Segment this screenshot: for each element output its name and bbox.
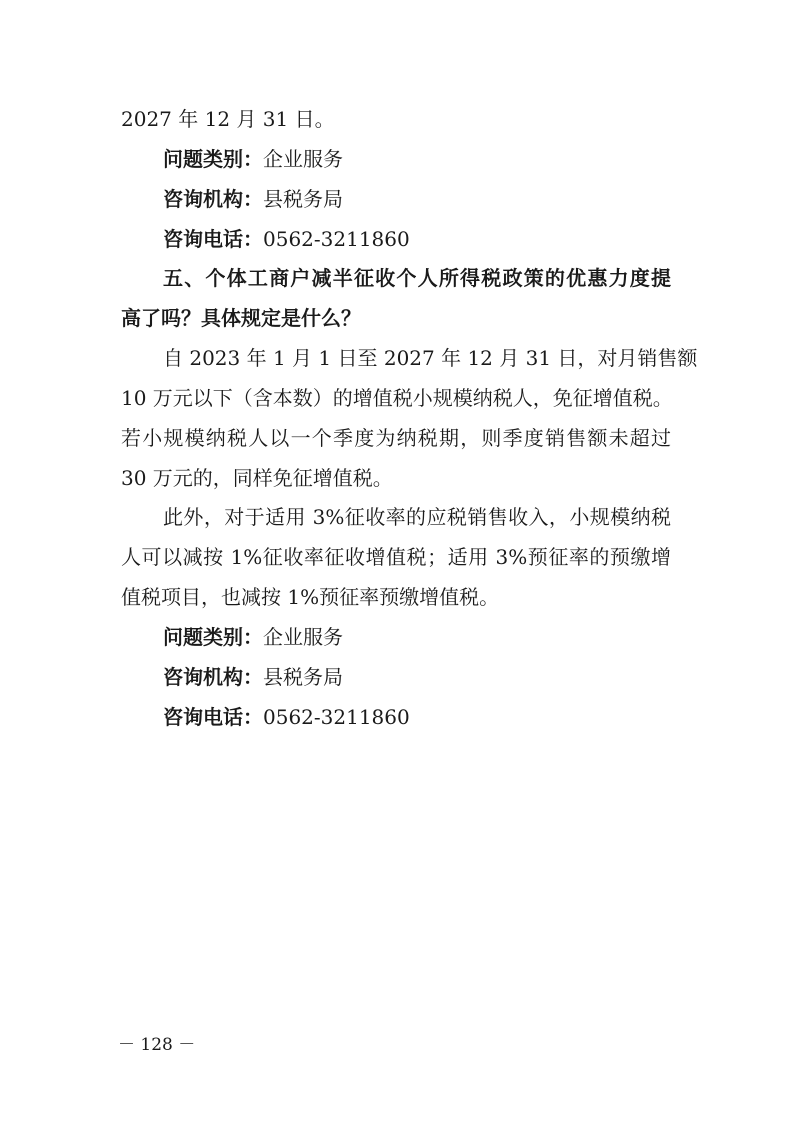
question-heading-line-2: 高了吗？具体规定是什么？	[121, 306, 361, 330]
phone-label: 咨询电话：	[163, 227, 263, 251]
phone-line	[163, 705, 410, 729]
category-line	[163, 147, 343, 171]
body-line: 自 2023 年 1 月 1 日至 2027 年 12 月 31 日，对月销售额	[163, 346, 698, 370]
text-line: 2027 年 12 月 31 日。	[121, 107, 335, 131]
category-label: 问题类别：	[163, 147, 263, 171]
category-line	[163, 625, 343, 649]
body-line: 30 万元的，同样免征增值税。	[121, 466, 393, 490]
phone-value: 0562-3211860	[263, 227, 410, 251]
page-number: － 128 －	[118, 1035, 196, 1055]
agency-value: 县税务局	[263, 665, 343, 689]
agency-value: 县税务局	[263, 187, 343, 211]
phone-value: 0562-3211860	[263, 705, 410, 729]
category-value: 企业服务	[263, 147, 343, 171]
phone-label: 咨询电话：	[163, 705, 263, 729]
body-line: 若小规模纳税人以一个季度为纳税期，则季度销售额未超过	[121, 426, 671, 450]
category-value: 企业服务	[263, 625, 343, 649]
category-label: 问题类别：	[163, 625, 263, 649]
question-heading-line-1: 五、个体工商户减半征收个人所得税政策的优惠力度提	[163, 266, 671, 290]
body-line: 10 万元以下（含本数）的增值税小规模纳税人，免征增值税。	[121, 386, 673, 410]
phone-line	[163, 227, 410, 251]
agency-line	[163, 665, 343, 689]
body-line: 此外，对于适用 3%征收率的应税销售收入，小规模纳税	[163, 505, 671, 529]
agency-line	[163, 187, 343, 211]
body-line: 人可以减按 1%征收率征收增值税；适用 3%预征率的预缴增	[121, 545, 671, 569]
body-line: 值税项目，也减按 1%预征率预缴增值税。	[121, 585, 500, 609]
agency-label: 咨询机构：	[163, 187, 263, 211]
agency-label: 咨询机构：	[163, 665, 263, 689]
